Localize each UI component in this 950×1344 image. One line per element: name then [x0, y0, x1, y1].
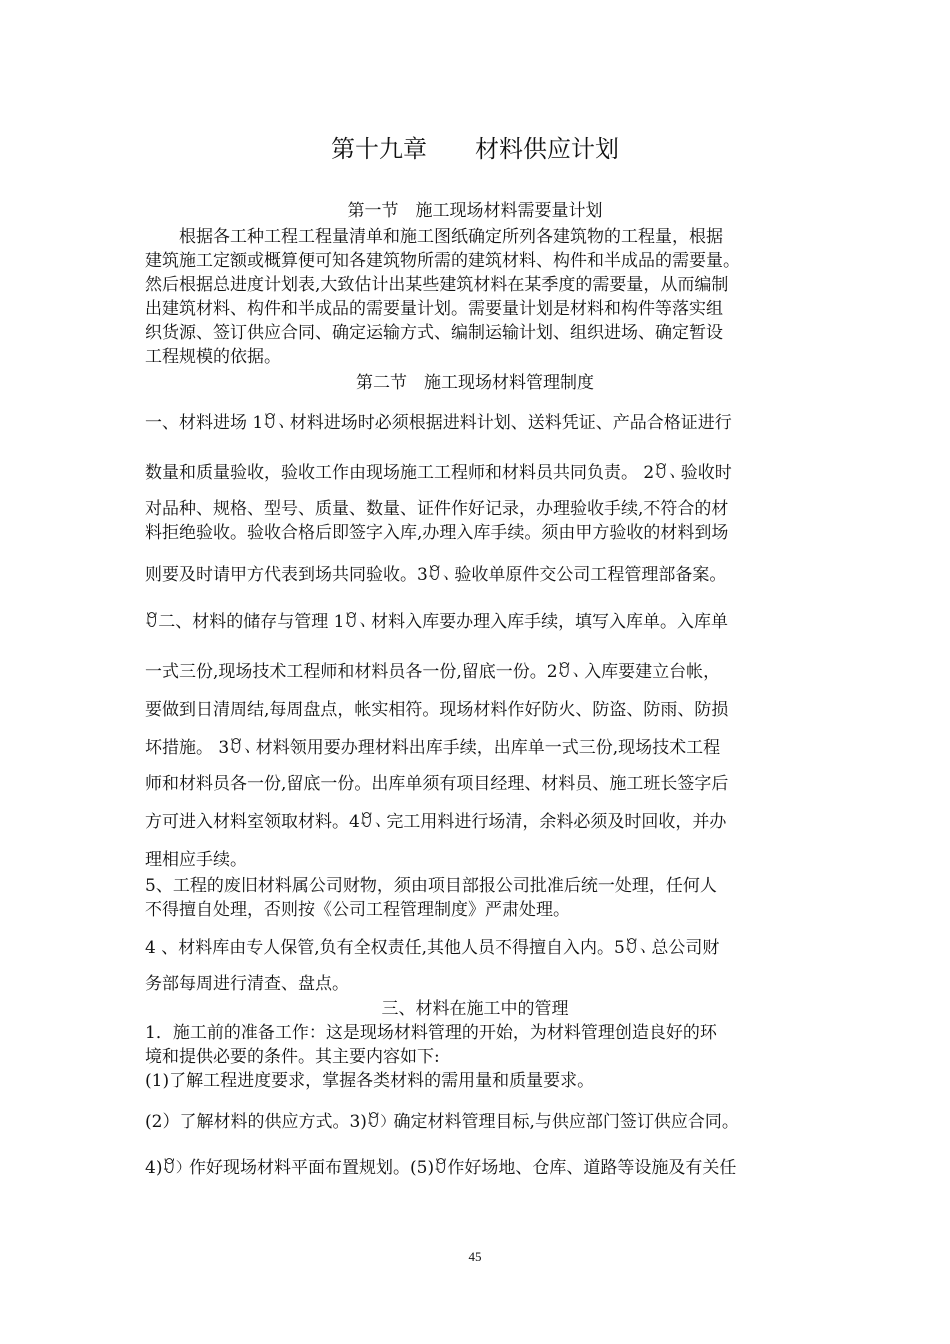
text-line-p5-l1: 4 、材料库由专人保管,负有全权责任,其他人员不得擅自入内。5ꀄ、总公司财: [145, 938, 720, 958]
text-line-p1-l3: 然后根据总进度计划表,大致估计出某些建筑材料在某季度的需要量，从而编制: [145, 275, 729, 295]
text-line-p2-l4: 料拒绝验收。验收合格后即签字入库,办理入库手续。须由甲方验收的材料到场: [145, 523, 729, 543]
text-line-p3-l5: 师和材料员各一份,留底一份。出库单须有项目经理、材料员、施工班长签字后: [145, 774, 729, 794]
text-line-p1-l4: 出建筑材料、构件和半成品的需要量计划。需要量计划是材料和构件等落实组: [145, 299, 723, 319]
section-heading-s3-heading: 三、材料在施工中的管理: [381, 999, 569, 1019]
section-heading-s1-heading: 第一节 施工现场材料需要量计划: [347, 201, 603, 221]
text-line-p4-l1: 5、工程的废旧材料属公司财物，须由项目部报公司批准后统一处理，任何人: [145, 876, 717, 896]
text-line-p6-l4: (2）了解材料的供应方式。3)ꀄ）确定材料管理目标,与供应部门签订供应合同。: [145, 1112, 739, 1132]
text-line-p6-l2: 境和提供必要的条件。其主要内容如下:: [145, 1047, 440, 1067]
text-line-p3-l1: ꀄ二、材料的储存与管理 1ꀄ、材料入库要办理入库手续，填写入库单。入库单: [145, 612, 729, 632]
text-line-p1-l5: 织货源、签订供应合同、确定运输方式、编制运输计划、组织进场、确定暂设: [145, 323, 723, 343]
text-line-p3-l3: 要做到日清周结,每周盘点，帐实相符。现场材料作好防火、防盗、防雨、防损: [145, 700, 729, 720]
text-line-p6-l5: 4)ꀄ）作好现场材料平面布置规划。(5)ꀄ作好场地、仓库、道路等设施及有关任: [145, 1158, 737, 1178]
text-line-p1-l6: 工程规模的依据。: [145, 347, 281, 367]
text-line-p3-l2: 一式三份,现场技术工程师和材料员各一份,留底一份。2ꀄ、入库要建立台帐，: [145, 662, 721, 682]
text-line-p1-l2: 建筑施工定额或概算便可知各建筑物所需的建筑材料、构件和半成品的需要量。: [145, 251, 740, 271]
page-number: 45: [468, 1249, 482, 1264]
text-line-p4-l2: 不得擅自处理，否则按《公司工程管理制度》严肃处理。: [145, 900, 570, 920]
text-line-p2-l1: 一、材料进场 1ꀄ、材料进场时必须根据进料计划、送料凭证、产品合格证进行: [145, 413, 732, 433]
text-line-p2-l2: 数量和质量验收，验收工作由现场施工工程师和材料员共同负责。 2ꀄ、验收时: [145, 463, 732, 483]
text-line-p5-l2: 务部每周进行清查、盘点。: [145, 974, 349, 994]
text-line-p1-l1: 根据各工种工程工程量清单和施工图纸确定所列各建筑物的工程量，根据: [145, 227, 723, 247]
section-heading-s2-heading: 第二节 施工现场材料管理制度: [356, 373, 594, 393]
chapter-title: 第十九章 材料供应计划: [331, 135, 619, 163]
text-line-p3-l7: 理相应手续。: [145, 850, 247, 870]
text-line-p6-l3: (1)了解工程进度要求，掌握各类材料的需用量和质量要求。: [145, 1071, 595, 1091]
text-line-p3-l6: 方可进入材料室领取材料。4ꀄ、完工用料进行场清，余料必须及时回收，并办: [145, 812, 727, 832]
text-line-p2-l3: 对品种、规格、型号、质量、数量、证件作好记录，办理验收手续,不符合的材: [145, 499, 729, 519]
text-line-p6-l1: 1．施工前的准备工作：这是现场材料管理的开始，为材料管理创造良好的环: [145, 1023, 717, 1043]
text-line-p2-l5: 则要及时请甲方代表到场共同验收。3ꀄ、验收单原件交公司工程管理部备案。: [145, 565, 727, 585]
text-line-p3-l4: 坏措施。 3ꀄ、材料领用要办理材料出库手续，出库单一式三份,现场技术工程: [145, 738, 721, 758]
